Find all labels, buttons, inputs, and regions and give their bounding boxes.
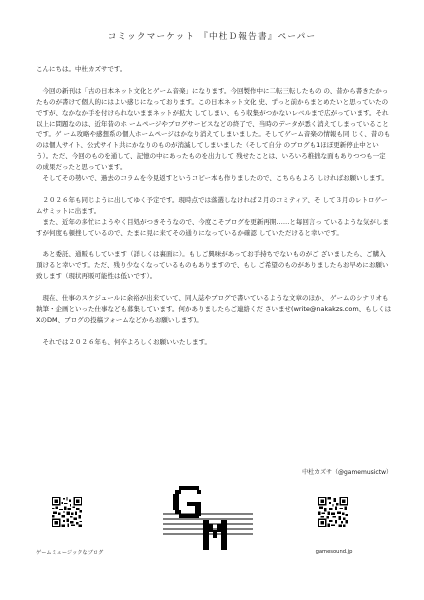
paragraph: あと委託、通販もしています（詳しくは裏面に）。もしご興味があってお手持ちでないものがご ざいましたら、ご購入頂けると幸いです。ただ、残り少なくなっているものもありますので、もし ご希望のものがありましたらお早めにお願い致します（現状再販可能性は低いです）。 (36, 250, 389, 281)
paragraph: 現在、仕事のスケジュールに余裕が出来ていて、同人誌やブログで書いているような文章のほか、 ゲームのシナリオも執筆・企画といった仕事なども募集しています。何かありましたらご連絡くだ さいませ(write@nakakzs.com、もしくはXのDM、ブログの投稿フォームなどからお願いします)。 (36, 293, 392, 324)
paragraph: また、近年の多忙にようやく目処がつきそうなので、今度こそブログを更新再開……と毎回言っ ているような気がしますが何度も頓挫しているので、たまに見に来てその通りになっているか確認 していただけると幸いです。 (36, 217, 389, 237)
paragraph: そしてその勢いで、過去のコラムを今見返すというコピー本も作りましたので、こちらもよろ しければお願いします。 (36, 174, 388, 183)
qr-code-gamesound-icon[interactable] (318, 497, 348, 527)
letter-body (36, 64, 392, 347)
page-title: コミックマーケット 『中杜Ｄ報告書』ペーパー (107, 32, 317, 42)
qr-caption-blog: ゲームミュージックなブログ (36, 550, 104, 556)
gm-logo-icon (163, 484, 253, 556)
paragraph-gap (36, 75, 392, 86)
paragraph-gap (36, 326, 392, 337)
paragraph: ２０２６年も同じように出してゆく予定です。現時点では落選しなければ２月のコミティア、そ して３月のレトロゲームサミットに出ます。 (36, 195, 388, 215)
paragraph: 今回の新刊は「古の日本ネット文化とゲーム音楽」になります。今回製作中に二転三転したもの の、昔から書きたかったものが書けて個人的にはよい感じになっております。この日本ネット文化 史、ずっと前からまとめたいと思っていたのですが、なかなか手を付けられないままネットが拡大 してしまい、もう収集がつかないレベルまで広がっています。それ以上に問題なのは、近年昔のホ ームページやブログサービスなどの終了で、当時のデータが悉く消えてしまっていることです。ゲ ーム攻略や感想系の個人ホームページはかなり消えてしまいました。そしてゲーム音楽の情報も同 じく、昔のものは個人サイト、公式サイト共にかなりのものが消滅してしまいました（そして自分 のブログも1ほぼ更新停止中という）。ただ、今回のものを通して、記憶の中にあったものを出力して 残せたことは、いろいろ稚拙な面もありつつも一定の成果だったと思っています。 (36, 86, 391, 172)
paragraph-gap (36, 282, 392, 293)
paragraph-gap (36, 184, 392, 195)
paragraph: こんにちは。中杜カズサです。 (36, 65, 127, 73)
signature: 中杜カズサ（@gamemusictw） (302, 469, 392, 476)
paragraph: それでは２０２６年も、何卒よろしくお願いいたします。 (36, 337, 211, 346)
paragraph-gap (36, 238, 392, 249)
qr-code-blog-icon[interactable] (52, 497, 82, 527)
qr-caption-gamesound: gamesound.jp (315, 549, 353, 555)
